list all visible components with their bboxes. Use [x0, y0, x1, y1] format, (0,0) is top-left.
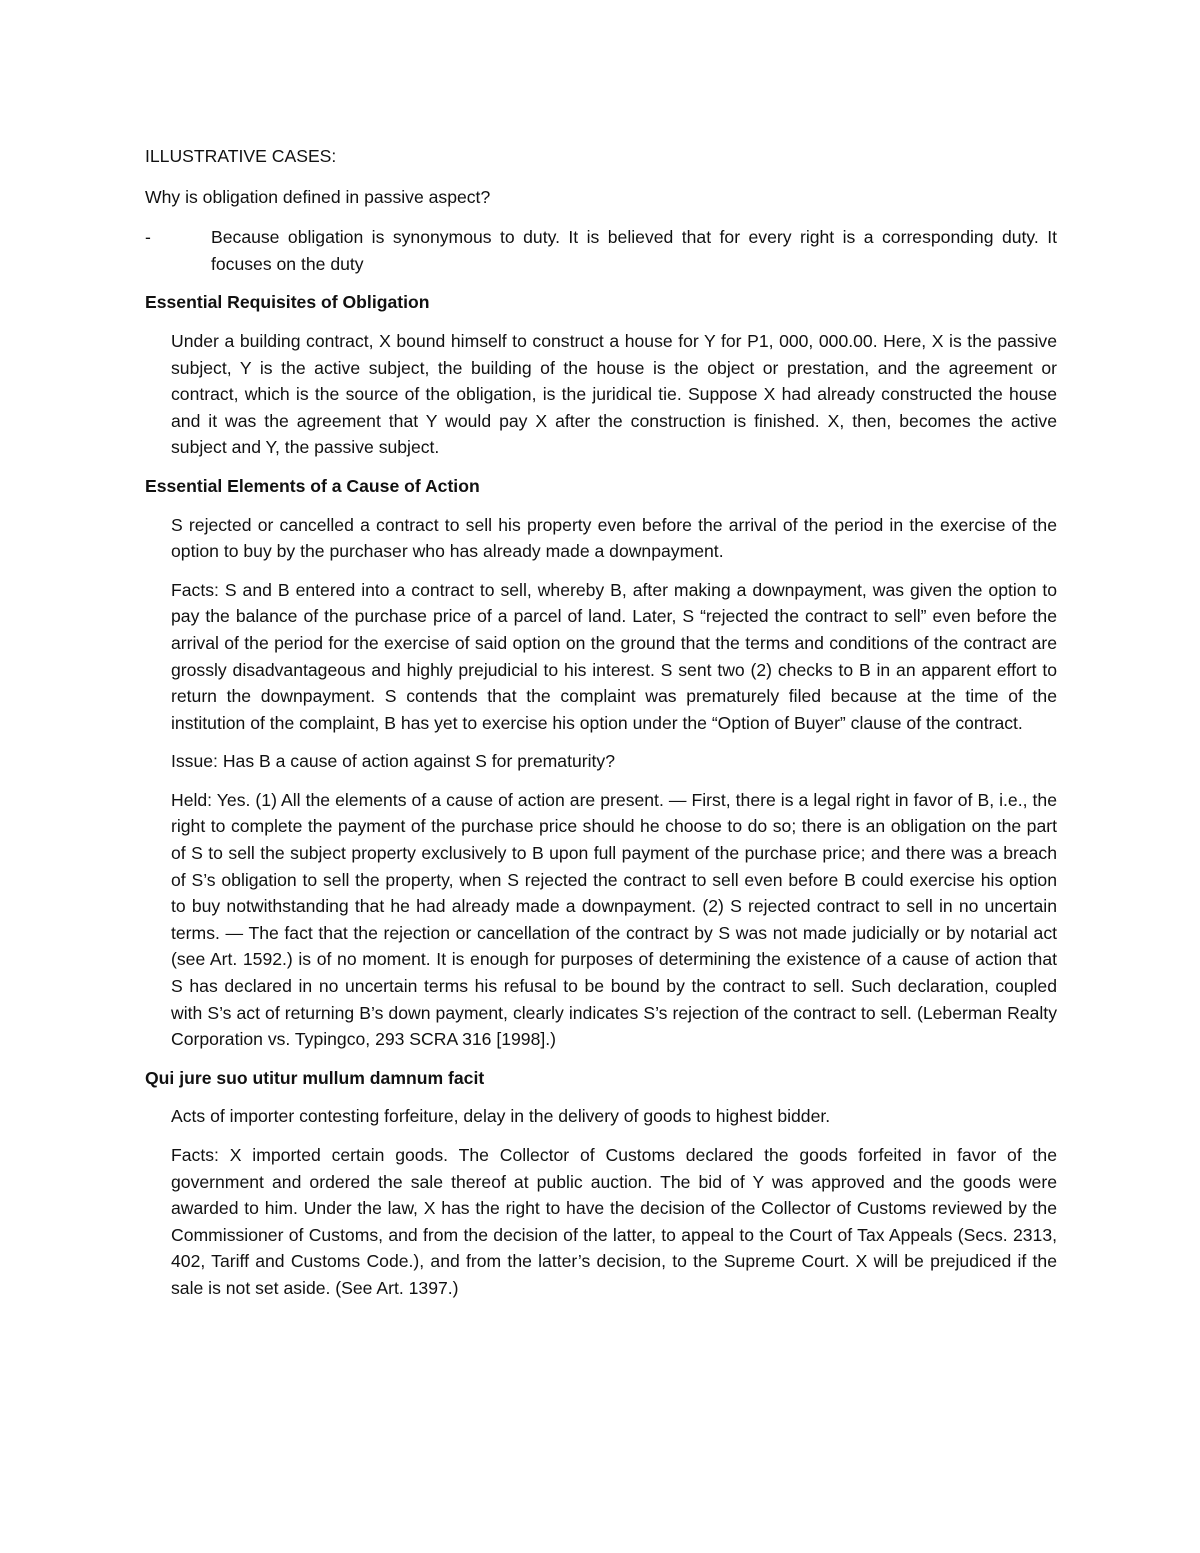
held-paragraph: Held: Yes. (1) All the elements of a cause of action are present. — First, there is a legal right in favor of B, i.e., the right to complete the payment of the purchase price should he choose to do so; there is an obligation on the part of S to sell the subject property exclusively to B upon full payment of the purchase price; and there was a breach of S’s obligation to sell the property, when S rejected the contract to sell even before B could exercise his option to buy notwithstanding that he had already made a downpayment. (2) S rejected contract to sell in no uncertain terms. — The fact that the rejection or cancellation of the contract by S was not made judicially or by notarial act (see Art. 1592.) is of no moment. It is enough for purposes of determining the existence of a cause of action that S has declared in no uncertain terms his refusal to be bound by the contract to sell. Such declaration, coupled with S’s act of returning B’s down payment, clearly indicates S’s rejection of the contract to sell. (Leberman Realty Corporation vs. Typingco, 293 SCRA 316 [1998].) — [171, 789, 1057, 1050]
section-qui-jure — [145, 1065, 1057, 1302]
facts-paragraph: Facts: X imported certain goods. The Collector of Customs declared the goods forfeited in favor of the government and ordered the sale thereof at public auction. The bid of Y was approved and the goods were awarded to him. Under the law, X has the right to have the decision of the Collector of Customs reviewed by the Commissioner of Customs, and from the decision of the latter, to appeal to the Court of Tax Appeals (Secs. 2313, 402, Tariff and Customs Code.), and from the latter’s decision, to the Supreme Court. X will be prejudiced if the sale is not set aside. (See Art. 1397.) — [171, 1145, 1057, 1298]
issue-paragraph: Issue: Has B a cause of action against S for prematurity? — [171, 751, 615, 772]
document-title: ILLUSTRATIVE CASES: — [145, 146, 337, 166]
section-cause-of-action — [145, 473, 1057, 1053]
bullet-item — [145, 224, 1057, 277]
question-text: Why is obligation defined in passive aspect? — [145, 186, 491, 207]
bullet-dash: - — [145, 227, 151, 248]
section-heading: Essential Requisites of Obligation — [145, 292, 430, 313]
section-requisites — [145, 289, 1057, 461]
facts-paragraph: Facts: S and B entered into a contract to sell, whereby B, after making a downpayment, was given the option to pay the balance of the purchase price of a parcel of land. Later, S “rejected the contract to sell” even before the arrival of the period for the exercise of said option on the ground that the terms and conditions of the contract are grossly disadvantageous and highly prejudicial to his interest. S sent two (2) checks to B in an apparent effort to return the downpayment. S contends that the complaint was prematurely filed because at the time of the institution of the complaint, B has yet to exercise his option under the “Option of Buyer” clause of the contract. — [171, 579, 1057, 733]
section-paragraph: Under a building contract, X bound himself to construct a house for Y for P1, 000, 000.00. Here, X is the passive subject, Y is the active subject, the building of the house is the object or prestation, and the agreement or contract, which is the source of the obligation, is the juridical tie. Suppose X had already constructed the house and it was the agreement that Y would pay X after the construction is finished. X, then, becomes the active subject and Y, the passive subject. — [171, 330, 1057, 458]
section-paragraph: S rejected or cancelled a contract to sell his property even before the arrival of the period in the exercise of the option to buy by the purchaser who has already made a downpayment. — [171, 514, 1057, 562]
section-paragraph: Acts of importer contesting forfeiture, delay in the delivery of goods to highest bidder. — [171, 1106, 831, 1127]
document-page — [145, 143, 1057, 1314]
bullet-text: Because obligation is synonymous to duty. It is believed that for every right is a corresponding duty. It focuses on the duty — [211, 227, 1057, 274]
section-heading: Essential Elements of a Cause of Action — [145, 475, 480, 496]
section-heading: Qui jure suo utitur mullum damnum facit — [145, 1067, 485, 1088]
